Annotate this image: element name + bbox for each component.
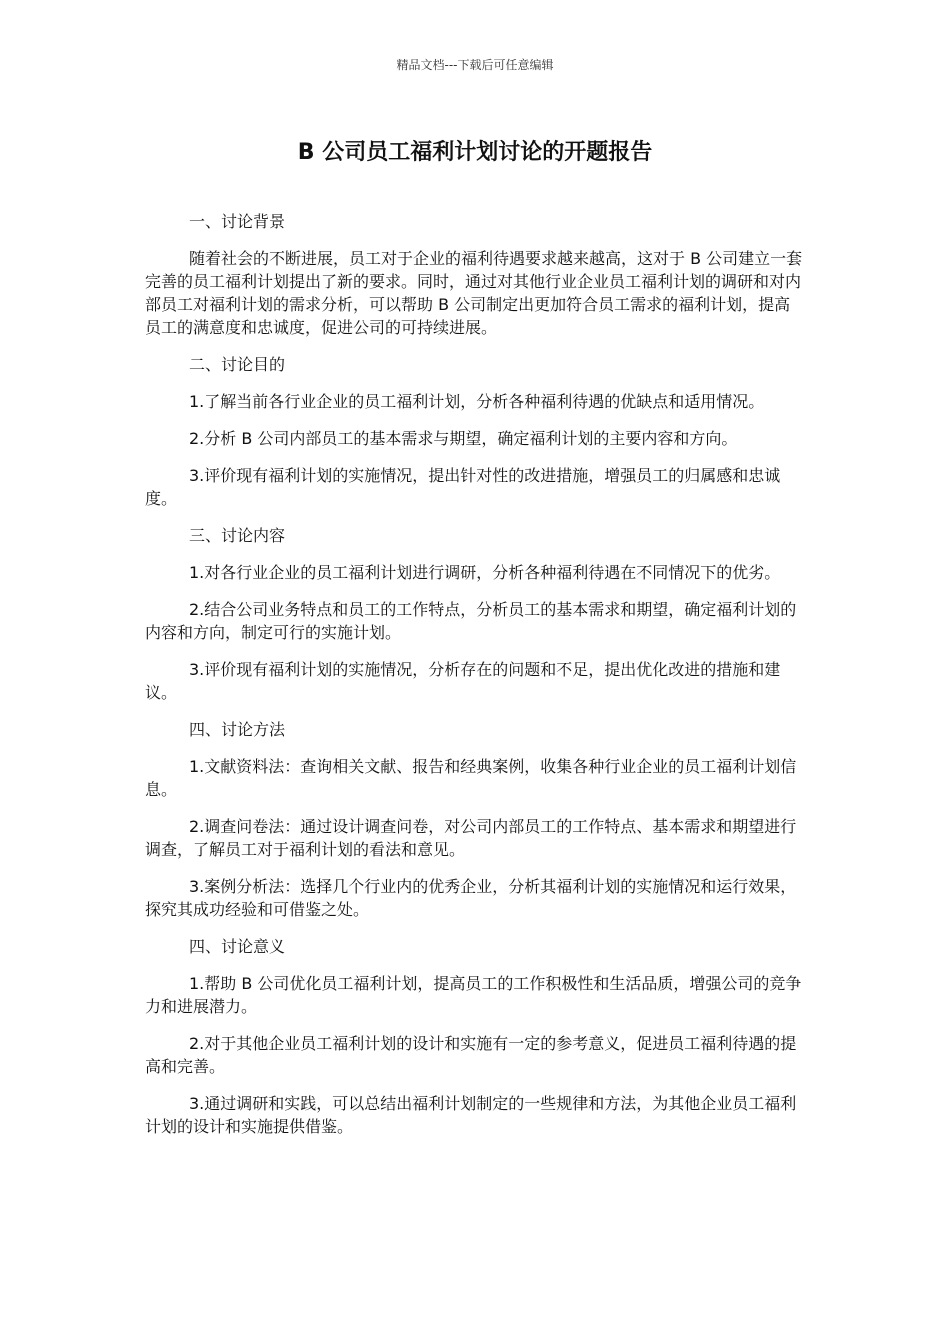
purpose-item-1: 1.了解当前各行业企业的员工福利计划，分析各种福利待遇的优缺点和适用情况。 [189,392,765,411]
section-heading-content: 三、讨论内容 [189,526,286,545]
section-heading-methods: 四、讨论方法 [189,720,286,739]
significance-item-3: 3.通过调研和实践，可以总结出福利计划制定的一些规律和方法，为其他企业员工福利计划的设计和实施提供借鉴。 [145,1094,797,1136]
significance-item-2: 2.对于其他企业员工福利计划的设计和实施有一定的参考意义，促进员工福利待遇的提高和完善。 [145,1034,797,1076]
content-item-2: 2.结合公司业务特点和员工的工作特点，分析员工的基本需求和期望，确定福利计划的内容和方向，制定可行的实施计划。 [145,600,797,642]
purpose-item-2: 2.分析 B 公司内部员工的基本需求与期望，确定福利计划的主要内容和方向。 [189,429,738,448]
document-title: B 公司员工福利计划讨论的开题报告 [297,140,653,165]
section-heading-significance: 四、讨论意义 [189,937,286,956]
content-item-3: 3.评价现有福利计划的实施情况，分析存在的问题和不足，提出优化改进的措施和建议。 [145,660,781,702]
methods-item-2: 2.调查问卷法：通过设计调查问卷，对公司内部员工的工作特点、基本需求和期望进行调查，了解员工对于福利计划的看法和意见。 [145,817,797,859]
background-paragraph: 随着社会的不断进展，员工对于企业的福利待遇要求越来越高，这对于 B 公司建立一套完善的员工福利计划提出了新的要求。同时，通过对其他行业企业员工福利计划的调研和对内部员工对福利计划的需求分析，可以帮助 B 公司制定出更加符合员工需求的福利计划，提高员工的满意度和忠诚度，促进公司的可持续进展。 [145,249,803,337]
section-heading-purpose: 二、讨论目的 [189,355,286,374]
section-heading-background: 一、讨论背景 [189,212,286,231]
methods-item-1: 1.文献资料法：查询相关文献、报告和经典案例，收集各种行业企业的员工福利计划信息。 [145,757,797,799]
content-item-1: 1.对各行业企业的员工福利计划进行调研，分析各种福利待遇在不同情况下的优劣。 [189,563,781,582]
methods-item-3: 3.案例分析法：选择几个行业内的优秀企业，分析其福利计划的实施情况和运行效果，探究其成功经验和可借鉴之处。 [145,877,797,919]
page-header: 精品文档---下载后可任意编辑 [396,58,554,72]
significance-item-1: 1.帮助 B 公司优化员工福利计划，提高员工的工作积极性和生活品质，增强公司的竞争力和进展潜力。 [145,974,802,1016]
document-body [145,210,805,1152]
purpose-item-3: 3.评价现有福利计划的实施情况，提出针对性的改进措施，增强员工的归属感和忠诚度。 [145,466,781,508]
